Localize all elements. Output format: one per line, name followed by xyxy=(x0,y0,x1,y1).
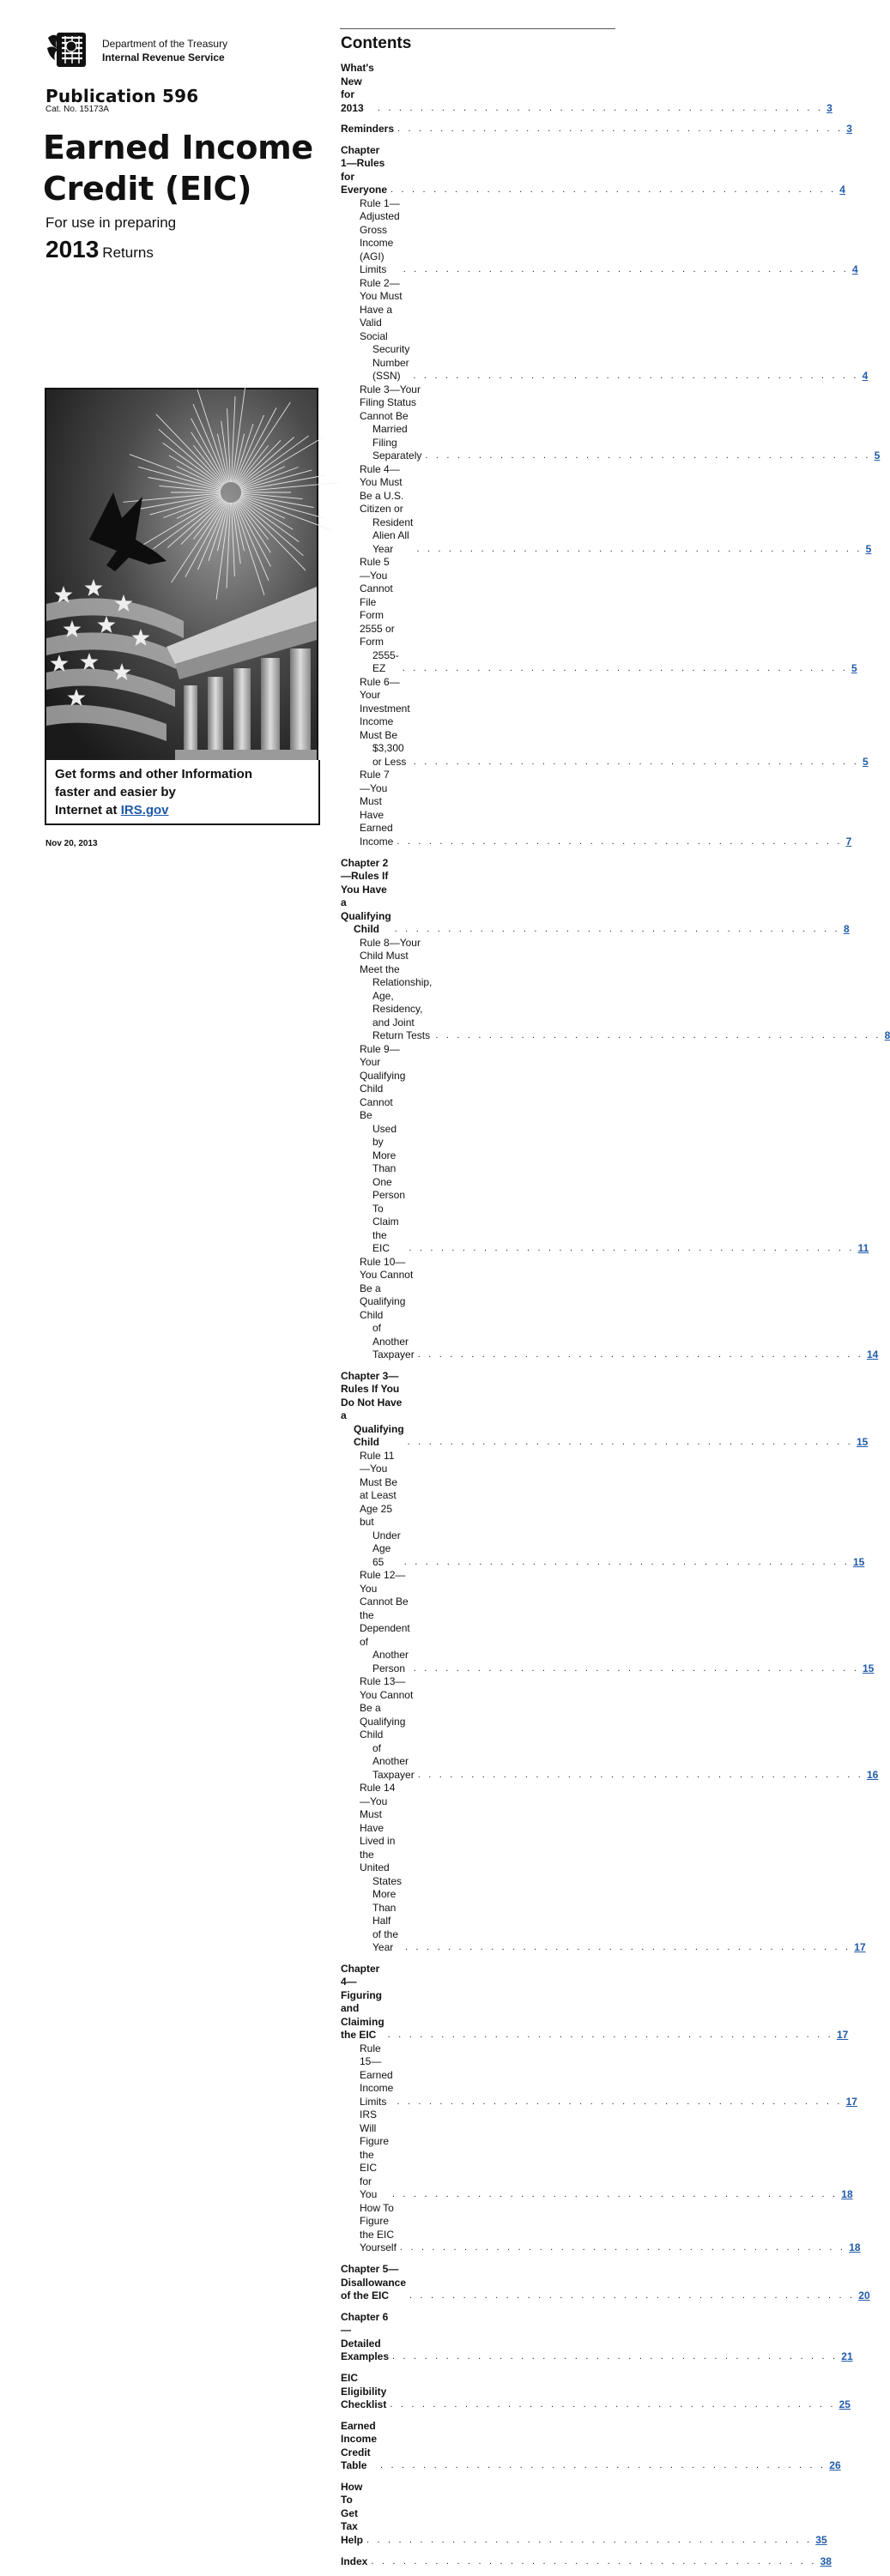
toc-entry[interactable] xyxy=(341,856,850,937)
agency-name: Internal Revenue Service xyxy=(102,51,225,63)
toc-label-line: Return Tests xyxy=(372,1029,431,1042)
tax-year xyxy=(45,236,154,263)
toc-label-line: Qualifying Child xyxy=(354,1422,404,1449)
toc-page-link[interactable]: 8 xyxy=(843,923,850,936)
toc-leader-dots: . . . . . . . . . . . . . . . . . . . . . . . . . . . . . . . . . . . . . . . . . . xyxy=(405,1942,851,1953)
toc-entry[interactable] xyxy=(341,143,845,197)
toc-entry[interactable] xyxy=(341,196,858,277)
toc-label-line: Rule 2—You Must Have a Valid Social xyxy=(360,276,403,342)
toc-label-line: Rule 11—You Must Be at Least Age 25 but xyxy=(360,1449,398,1529)
toc-leader-dots: . . . . . . . . . . . . . . . . . . . . . . . . . . . . . . . . . . . . . . . . . . xyxy=(392,2189,839,2200)
toc-label-line: Chapter 5—Disallowance of the EIC xyxy=(341,2263,407,2302)
use-line: For use in preparing xyxy=(45,214,177,231)
toc-page-link[interactable]: 17 xyxy=(845,2095,857,2108)
toc-label-line: Another Person xyxy=(372,1649,409,1674)
toc-leader-dots: . . . . . . . . . . . . . . . . . . . . . . . . . . . . . . . . . . . . . . . . . . xyxy=(403,1556,850,1567)
returns-label: Returns xyxy=(102,244,154,261)
toc-entry-label xyxy=(341,556,399,676)
toc-label-line: Rule 10—You Cannot Be a Qualifying Child xyxy=(360,1255,414,1321)
toc-entry-label xyxy=(341,2108,389,2202)
toc-page-link[interactable]: 4 xyxy=(851,263,858,276)
document-title xyxy=(43,127,313,209)
toc-leader-dots: . . . . . . . . . . . . . . . . . . . . . . . . . . . . . . . . . . . . . . . . . . xyxy=(390,2399,836,2410)
toc-entry[interactable] xyxy=(341,1962,849,2042)
toc-entry[interactable] xyxy=(341,462,872,557)
promo-line-2: faster and easier by xyxy=(55,785,176,799)
toc-entry[interactable] xyxy=(341,62,832,115)
toc-entry-label xyxy=(341,2420,377,2473)
toc-leader-dots: . . . . . . . . . . . . . . . . . . . . . . . . . . . . . . . . . . . . . . . . . . xyxy=(366,2534,813,2545)
toc-label-line: Rule 13—You Cannot Be a Qualifying Child xyxy=(360,1675,414,1741)
toc-entry[interactable] xyxy=(341,123,852,136)
toc-page-link[interactable]: 15 xyxy=(852,1555,865,1568)
toc-entry[interactable] xyxy=(341,383,881,463)
department-block xyxy=(102,37,227,64)
toc-entry-label xyxy=(341,1450,401,1570)
toc-label-line: Rule 12—You Cannot Be the Dependent of xyxy=(360,1569,410,1648)
toc-page-link[interactable]: 5 xyxy=(865,542,872,555)
toc-label-line: Rule 5—You Cannot File Form 2555 or Form xyxy=(360,556,395,649)
toc-entry-label xyxy=(341,676,410,769)
toc-entry[interactable] xyxy=(341,2372,851,2412)
toc-label-line: IRS Will Figure the EIC for You xyxy=(360,2108,390,2201)
irs-eagle-logo-icon xyxy=(45,29,88,70)
toc-entry[interactable] xyxy=(341,769,852,848)
toc-entry[interactable] xyxy=(341,2310,853,2364)
toc-entry-label xyxy=(341,857,391,937)
toc-page-link[interactable]: 5 xyxy=(874,449,881,462)
toc-leader-dots: . . . . . . . . . . . . . . . . . . . . . . . . . . . . . . . . . . . . . . . . . . xyxy=(416,543,863,554)
toc-entry[interactable] xyxy=(341,1569,875,1675)
toc-entry-label xyxy=(341,1256,415,1362)
toc-entry[interactable] xyxy=(341,2042,857,2109)
toc-entry-label xyxy=(341,1782,402,1955)
toc-entry-label xyxy=(341,1963,384,2042)
toc-page-link[interactable]: 18 xyxy=(841,2188,853,2201)
toc-entry-label xyxy=(341,277,409,383)
toc-entry-label xyxy=(341,197,400,277)
toc-entry-label xyxy=(341,2481,363,2548)
toc-entry-label xyxy=(341,2263,406,2303)
toc-entry[interactable] xyxy=(341,675,869,769)
toc-label-line: Rule 7—You Must Have Earned Income xyxy=(360,769,394,848)
toc-entry-label xyxy=(341,2202,397,2255)
toc-page-link[interactable]: 38 xyxy=(820,2555,832,2567)
toc-leader-dots: . . . . . . . . . . . . . . . . . . . . . . . . . . . . . . . . . . . . . . . . . . xyxy=(409,1243,855,1254)
toc-entry-label xyxy=(341,1370,404,1450)
toc-label-line: Security Number (SSN) xyxy=(372,343,410,383)
toc-leader-dots: . . . . . . . . . . . . . . . . . . . . . . . . . . . . . . . . . . . . . . . . . . xyxy=(391,184,837,196)
toc-leader-dots: . . . . . . . . . . . . . . . . . . . . . . . . . . . . . . . . . . . . . . . . . . xyxy=(413,371,859,382)
toc-entry-label xyxy=(341,2372,386,2412)
toc-page-link[interactable]: 4 xyxy=(839,184,845,196)
toc-page-link[interactable]: 7 xyxy=(845,835,852,848)
toc-page-link[interactable]: 4 xyxy=(862,370,869,383)
toc-leader-dots: . . . . . . . . . . . . . . . . . . . . . . . . . . . . . . . . . . . . . . . . . . xyxy=(435,1030,881,1041)
toc-leader-dots: . . . . . . . . . . . . . . . . . . . . . . . . . . . . . . . . . . . . . . . . . . xyxy=(387,2030,833,2041)
toc-entry[interactable] xyxy=(341,2480,827,2548)
toc-page-link[interactable]: 17 xyxy=(836,2029,849,2042)
toc-entry[interactable] xyxy=(341,1042,869,1256)
toc-leader-dots: . . . . . . . . . . . . . . . . . . . . . . . . . . . . . . . . . . . . . . . . . . xyxy=(413,1662,859,1674)
toc-entry[interactable] xyxy=(341,2555,832,2569)
toc-entry[interactable] xyxy=(341,276,869,383)
contents-heading: Contents xyxy=(341,34,412,52)
toc-page-link[interactable]: 16 xyxy=(866,1768,879,1781)
promo-box xyxy=(45,760,320,825)
table-of-contents xyxy=(341,62,890,2576)
toc-page-link[interactable]: 11 xyxy=(857,1242,869,1255)
toc-entry[interactable] xyxy=(341,2108,853,2202)
toc-entry-label xyxy=(341,1675,415,1782)
toc-entry[interactable] xyxy=(341,2419,841,2473)
irs-gov-link[interactable]: IRS.gov xyxy=(120,803,169,817)
toc-label-line: Resident Alien All Year xyxy=(372,516,414,555)
toc-label-line: Relationship, Age, Residency, and Joint xyxy=(372,976,433,1029)
toc-leader-dots: . . . . . . . . . . . . . . . . . . . . . . . . . . . . . . . . . . . . . . . . . . xyxy=(397,836,843,847)
toc-leader-dots: . . . . . . . . . . . . . . . . . . . . . . . . . . . . . . . . . . . . . . . . . . xyxy=(409,2290,856,2302)
toc-entry-label xyxy=(341,2555,367,2569)
toc-entry[interactable] xyxy=(341,1675,879,1782)
toc-entry-label xyxy=(341,937,432,1043)
toc-entry-label xyxy=(341,123,394,136)
toc-leader-dots: . . . . . . . . . . . . . . . . . . . . . . . . . . . . . . . . . . . . . . . . . . xyxy=(371,2555,817,2567)
toc-leader-dots: . . . . . . . . . . . . . . . . . . . . . . . . . . . . . . . . . . . . . . . . . . xyxy=(407,1437,853,1448)
toc-label-line: Married Filing Separately xyxy=(372,423,422,462)
toc-page-link[interactable]: 26 xyxy=(829,2459,841,2472)
toc-label-line: States More Than Half of the Year xyxy=(372,1874,403,1954)
toc-label-line: Rule 15—Earned Income Limits xyxy=(360,2042,394,2108)
toc-label-line: How To Figure the EIC Yourself xyxy=(360,2201,397,2254)
toc-label-line: $3,300 or Less xyxy=(372,742,407,768)
toc-entry[interactable] xyxy=(341,1449,865,1570)
promo-line-3 xyxy=(55,801,310,819)
promo-line-1: Get forms and other Information xyxy=(55,767,253,781)
toc-entry-label xyxy=(341,2042,393,2109)
toc-label-line: Rule 14—You Must Have Lived in the United xyxy=(360,1782,396,1874)
toc-entry-label xyxy=(341,2311,389,2364)
toc-label-line: Chapter 4—Figuring and Claiming the EIC xyxy=(341,1962,384,2042)
toc-label-line: of Another Taxpayer xyxy=(372,1322,415,1361)
toc-page-link[interactable]: 18 xyxy=(849,2241,861,2254)
toc-page-link[interactable]: 15 xyxy=(856,1436,869,1449)
toc-label-line: the EIC xyxy=(372,1228,391,1255)
department-name: Department of the Treasury xyxy=(102,38,228,50)
toc-label-line: Used by More Than One Person To Claim xyxy=(372,1122,406,1228)
toc-leader-dots: . . . . . . . . . . . . . . . . . . . . . . . . . . . . . . . . . . . . . . . . . . xyxy=(397,124,844,135)
toc-label-line: Rule 4—You Must Be a U.S. Citizen or xyxy=(360,462,404,516)
year-number: 2013 xyxy=(45,236,100,262)
toc-label-line: Under Age 65 xyxy=(372,1529,401,1568)
toc-entry-label xyxy=(341,1569,410,1675)
promo-prefix: Internet at xyxy=(55,803,121,817)
toc-leader-dots: . . . . . . . . . . . . . . . . . . . . . . . . . . . . . . . . . . . . . . . . . . xyxy=(402,663,848,674)
toc-label-line: Rule 8—Your Child Must Meet the xyxy=(360,936,421,975)
toc-label-line: 2555-EZ xyxy=(372,649,399,675)
publication-number: Publication 596 xyxy=(45,86,199,106)
toc-leader-dots: . . . . . . . . . . . . . . . . . . . . . . . . . . . . . . . . . . . . . . . . . . xyxy=(377,102,824,113)
toc-leader-dots: . . . . . . . . . . . . . . . . . . . . . . . . . . . . . . . . . . . . . . . . . . xyxy=(380,2460,826,2471)
toc-label-line: Chapter 2—Rules If You Have a Qualifying xyxy=(341,856,391,922)
toc-entry[interactable] xyxy=(341,1255,879,1362)
toc-label-line: Rule 3—Your Filing Status Cannot Be xyxy=(360,383,421,422)
toc-entry[interactable] xyxy=(341,2201,861,2255)
publication-date: Nov 20, 2013 xyxy=(45,839,98,848)
toc-page-link[interactable]: 3 xyxy=(846,123,852,136)
toc-leader-dots: . . . . . . . . . . . . . . . . . . . . . . . . . . . . . . . . . . . . . . . . . . xyxy=(397,2096,843,2107)
toc-entry-label xyxy=(341,383,421,463)
toc-page-link[interactable]: 5 xyxy=(851,662,857,675)
toc-leader-dots: . . . . . . . . . . . . . . . . . . . . . . . . . . . . . . . . . . . . . . . . . . xyxy=(417,1769,863,1780)
title-line-1: Earned Income xyxy=(43,129,313,166)
toc-page-link[interactable]: 14 xyxy=(866,1348,879,1361)
toc-page-link[interactable]: 17 xyxy=(854,1941,866,1954)
toc-label-line: Rule 6—Your Investment Income Must Be xyxy=(360,675,410,741)
toc-label-line: Rule 9—Your Qualifying Child Cannot Be xyxy=(360,1042,406,1122)
toc-label-line: of Another Taxpayer xyxy=(372,1741,415,1781)
toc-entry[interactable] xyxy=(341,556,857,676)
toc-label-line: EIC Eligibility Checklist xyxy=(341,2372,387,2410)
contents-rule xyxy=(340,28,615,29)
toc-page-link[interactable]: 3 xyxy=(826,101,832,114)
toc-leader-dots: . . . . . . . . . . . . . . . . . . . . . . . . . . . . . . . . . . . . . . . . . . xyxy=(417,1349,863,1360)
toc-entry-label xyxy=(341,463,413,557)
toc-entry-label xyxy=(341,769,393,848)
catalog-number: Cat. No. 15173A xyxy=(45,105,109,114)
toc-page-link[interactable]: 8 xyxy=(884,1029,890,1042)
toc-entry[interactable] xyxy=(341,1782,866,1955)
toc-entry[interactable] xyxy=(341,2263,870,2303)
toc-label-line: How To Get Tax Help xyxy=(341,2480,364,2546)
toc-entry-label xyxy=(341,62,374,115)
toc-page-link[interactable]: 5 xyxy=(862,755,869,768)
toc-leader-dots: . . . . . . . . . . . . . . . . . . . . . . . . . . . . . . . . . . . . . . . . . . xyxy=(403,264,849,275)
toc-leader-dots: . . . . . . . . . . . . . . . . . . . . . . . . . . . . . . . . . . . . . . . . . . xyxy=(399,2242,846,2253)
toc-label-line: What's New for 2013 xyxy=(341,62,374,114)
toc-label-line: Child xyxy=(354,923,379,936)
toc-leader-dots: . . . . . . . . . . . . . . . . . . . . . . . . . . . . . . . . . . . . . . . . . . xyxy=(394,924,840,935)
title-line-2: Credit (EIC) xyxy=(43,170,252,208)
toc-label-line: Reminders xyxy=(341,123,395,136)
toc-leader-dots: . . . . . . . . . . . . . . . . . . . . . . . . . . . . . . . . . . . . . . . . . . xyxy=(413,756,859,767)
toc-page-link[interactable]: 20 xyxy=(858,2289,870,2302)
toc-page-link[interactable]: 21 xyxy=(841,2350,853,2363)
cover-photo xyxy=(45,388,318,760)
toc-page-link[interactable]: 25 xyxy=(839,2398,851,2410)
toc-label-line: Chapter 1—Rules for Everyone xyxy=(341,143,388,196)
toc-label-line: Chapter 3—Rules If You Do Not Have a xyxy=(341,1369,403,1422)
toc-label-line: Earned Income Credit Table xyxy=(341,2419,378,2472)
toc-entry-label xyxy=(341,144,387,197)
toc-entry[interactable] xyxy=(341,936,890,1043)
toc-entry-label xyxy=(341,1043,405,1256)
toc-page-link[interactable]: 35 xyxy=(815,2533,827,2546)
toc-label-line: Chapter 6—Detailed Examples xyxy=(341,2310,390,2363)
toc-entry[interactable] xyxy=(341,1369,869,1450)
toc-page-link[interactable]: 15 xyxy=(862,1662,875,1674)
toc-leader-dots: . . . . . . . . . . . . . . . . . . . . . . . . . . . . . . . . . . . . . . . . . . xyxy=(425,450,871,462)
toc-label-line: Rule 1—Adjusted Gross Income (AGI) Limits xyxy=(360,196,400,276)
toc-label-line: Index xyxy=(341,2555,368,2567)
toc-leader-dots: . . . . . . . . . . . . . . . . . . . . . . . . . . . . . . . . . . . . . . . . . . xyxy=(392,2351,839,2362)
